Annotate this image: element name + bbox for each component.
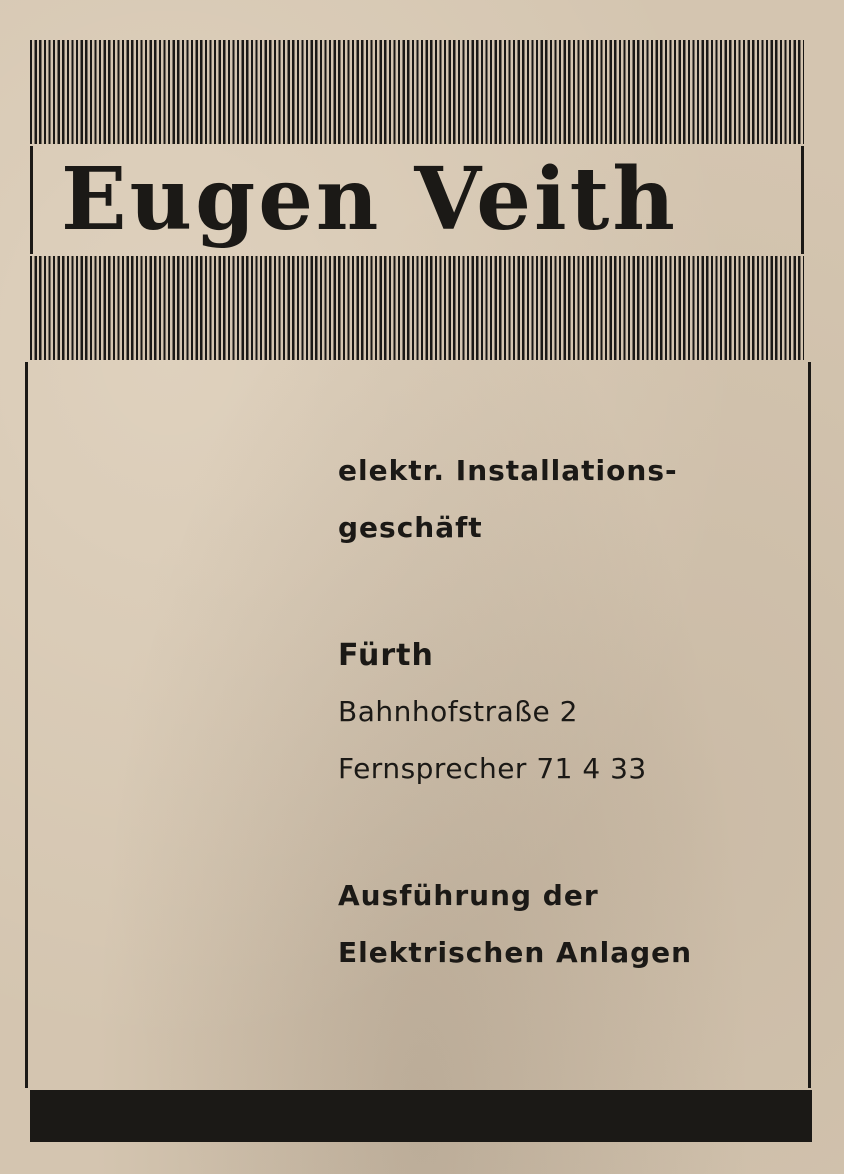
business-type-line-2: geschäft [338, 511, 483, 544]
bottom-stripe-band [30, 256, 804, 360]
company-name: Eugen Veith [61, 149, 678, 250]
phone-number: Fernsprecher 71 4 33 [338, 752, 647, 785]
street-address: Bahnhofstraße 2 [338, 695, 578, 728]
service-line-2: Elektrischen Anlagen [338, 936, 693, 969]
name-band [30, 146, 804, 254]
city: Fürth [338, 638, 434, 673]
business-type-line-1: elektr. Installations- [338, 454, 678, 487]
top-stripe-band [30, 40, 804, 144]
service-line-1: Ausführung der [338, 879, 599, 912]
bottom-black-bar [30, 1090, 812, 1142]
